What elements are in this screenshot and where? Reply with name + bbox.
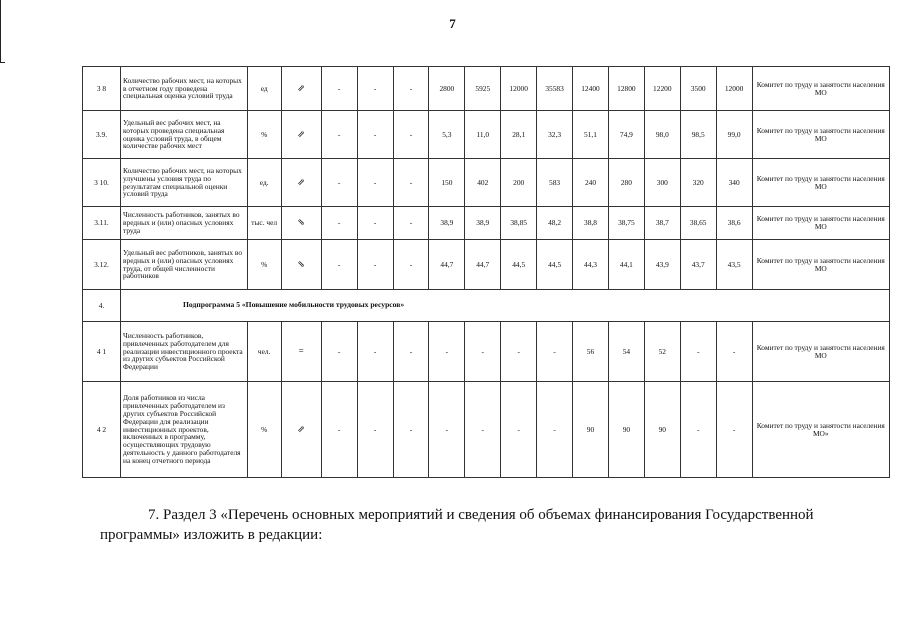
value-cell: 12800 <box>608 67 644 111</box>
value-cell: 44,1 <box>608 240 644 290</box>
value-cell: 99,0 <box>716 111 752 159</box>
unit-cell: ед. <box>247 159 281 207</box>
value-cell: 90 <box>573 382 609 478</box>
value-cell: 98,5 <box>680 111 716 159</box>
value-cell: 200 <box>501 159 537 207</box>
value-cell: - <box>321 111 357 159</box>
responsible-cell: Комитет по труду и занятости населения МО» <box>752 382 889 478</box>
indicator-name: Численность работников, занятых во вредных и (или) опасных условиях труда <box>121 207 248 240</box>
row-number: 3.11. <box>83 207 121 240</box>
row-number: 4 1 <box>83 322 121 382</box>
unit-cell: % <box>247 111 281 159</box>
table-row <box>83 207 890 240</box>
table-row <box>83 240 890 290</box>
row-number: 3 8 <box>83 67 121 111</box>
value-cell: - <box>716 322 752 382</box>
table-row <box>83 322 890 382</box>
subprogram-row <box>83 290 890 322</box>
value-cell: 5,3 <box>429 111 465 159</box>
value-cell: - <box>393 207 429 240</box>
value-cell: 43,7 <box>680 240 716 290</box>
trend-icon: ⇘ <box>281 240 321 290</box>
value-cell: 402 <box>465 159 501 207</box>
value-cell: - <box>680 322 716 382</box>
value-cell: 74,9 <box>608 111 644 159</box>
table-row <box>83 159 890 207</box>
trend-icon: ⇗ <box>281 67 321 111</box>
value-cell: 38,8 <box>573 207 609 240</box>
value-cell: - <box>465 322 501 382</box>
value-cell: - <box>357 322 393 382</box>
value-cell: 35583 <box>537 67 573 111</box>
value-cell: - <box>429 382 465 478</box>
paragraph-line-1: 7. Раздел 3 «Перечень основных мероприятий и сведения об объемах финансирования Государственной <box>148 507 814 523</box>
table-row <box>83 382 890 478</box>
unit-cell: чел. <box>247 322 281 382</box>
value-cell: - <box>393 322 429 382</box>
value-cell: 56 <box>573 322 609 382</box>
value-cell: 43,5 <box>716 240 752 290</box>
value-cell: - <box>357 67 393 111</box>
value-cell: 44,5 <box>537 240 573 290</box>
unit-cell: % <box>247 240 281 290</box>
value-cell: - <box>393 111 429 159</box>
value-cell: - <box>429 322 465 382</box>
value-cell: - <box>680 382 716 478</box>
value-cell: 44,5 <box>501 240 537 290</box>
value-cell: - <box>393 159 429 207</box>
value-cell: 38,7 <box>644 207 680 240</box>
value-cell: - <box>321 159 357 207</box>
value-cell: - <box>537 322 573 382</box>
value-cell: 38,75 <box>608 207 644 240</box>
trend-icon: = <box>281 322 321 382</box>
section-paragraph <box>100 505 820 545</box>
value-cell: - <box>321 67 357 111</box>
value-cell: - <box>321 240 357 290</box>
value-cell: 38,6 <box>716 207 752 240</box>
table-row <box>83 111 890 159</box>
value-cell: 12400 <box>573 67 609 111</box>
value-cell: - <box>501 382 537 478</box>
value-cell: 12200 <box>644 67 680 111</box>
value-cell: 2800 <box>429 67 465 111</box>
value-cell: 12000 <box>716 67 752 111</box>
value-cell: - <box>357 240 393 290</box>
value-cell: - <box>321 382 357 478</box>
value-cell: 150 <box>429 159 465 207</box>
value-cell: - <box>357 382 393 478</box>
value-cell: - <box>321 322 357 382</box>
value-cell: - <box>716 382 752 478</box>
row-number: 4 2 <box>83 382 121 478</box>
value-cell: 32,3 <box>537 111 573 159</box>
indicator-name: Доля работников из числа привлеченных работодателем из других субъектов Российской Федерации для реализации инвестиционных проектов, включенных в программу, осуществляющих трудовую деятельность у данного работодателя на конец отчетного периода <box>121 382 248 478</box>
value-cell: 90 <box>644 382 680 478</box>
value-cell: 11,0 <box>465 111 501 159</box>
row-number: 3.12. <box>83 240 121 290</box>
indicator-name: Удельный вес рабочих мест, на которых проведена специальная оценка условий труда, в общем количестве рабочих мест <box>121 111 248 159</box>
subprogram-number: 4. <box>83 290 121 322</box>
value-cell: - <box>537 382 573 478</box>
indicator-name: Удельный вес работников, занятых во вредных и (или) опасных условиях труда, от общей численности работников <box>121 240 248 290</box>
value-cell: 28,1 <box>501 111 537 159</box>
page-number: 7 <box>449 16 456 31</box>
row-number: 3.9. <box>83 111 121 159</box>
value-cell: 90 <box>608 382 644 478</box>
value-cell: 38,9 <box>429 207 465 240</box>
unit-cell: ед <box>247 67 281 111</box>
paragraph-line-2: программы» изложить в редакции: <box>100 527 323 543</box>
value-cell: 48,2 <box>537 207 573 240</box>
trend-icon: ⇗ <box>281 111 321 159</box>
value-cell: 320 <box>680 159 716 207</box>
indicator-name: Численность работников, привлеченных работодателем для реализации инвестиционного проекта из других субъектов Российской Федерации <box>121 322 248 382</box>
value-cell: - <box>321 207 357 240</box>
value-cell: 44,3 <box>573 240 609 290</box>
value-cell: - <box>465 382 501 478</box>
value-cell: 54 <box>608 322 644 382</box>
responsible-cell: Комитет по труду и занятости населения МО <box>752 240 889 290</box>
value-cell: 43,9 <box>644 240 680 290</box>
responsible-cell: Комитет по труду и занятости населения МО <box>752 111 889 159</box>
responsible-cell: Комитет по труду и занятости населения МО <box>752 67 889 111</box>
unit-cell: тыс. чел <box>247 207 281 240</box>
value-cell: 38,9 <box>465 207 501 240</box>
value-cell: 3500 <box>680 67 716 111</box>
indicators-table <box>82 66 890 478</box>
trend-icon: ⇗ <box>281 159 321 207</box>
value-cell: - <box>393 382 429 478</box>
row-number: 3 10. <box>83 159 121 207</box>
trend-icon: ⇗ <box>281 382 321 478</box>
value-cell: 583 <box>537 159 573 207</box>
value-cell: 51,1 <box>573 111 609 159</box>
value-cell: 52 <box>644 322 680 382</box>
trend-icon: ⇘ <box>281 207 321 240</box>
subprogram-title: Подпрограмма 5 «Повышение мобильности трудовых ресурсов» <box>121 290 890 322</box>
value-cell: 44,7 <box>465 240 501 290</box>
value-cell: - <box>393 240 429 290</box>
value-cell: - <box>357 111 393 159</box>
value-cell: 340 <box>716 159 752 207</box>
value-cell: 12000 <box>501 67 537 111</box>
unit-cell: % <box>247 382 281 478</box>
value-cell: - <box>501 322 537 382</box>
responsible-cell: Комитет по труду и занятости населения МО <box>752 322 889 382</box>
indicator-name: Количество рабочих мест, на которых в отчетном году проведена специальная оценка условий труда <box>121 67 248 111</box>
value-cell: 5925 <box>465 67 501 111</box>
value-cell: - <box>393 67 429 111</box>
value-cell: - <box>357 159 393 207</box>
responsible-cell: Комитет по труду и занятости населения МО <box>752 207 889 240</box>
value-cell: 300 <box>644 159 680 207</box>
responsible-cell: Комитет по труду и занятости населения МО <box>752 159 889 207</box>
value-cell: - <box>357 207 393 240</box>
table-row <box>83 67 890 111</box>
value-cell: 38,65 <box>680 207 716 240</box>
value-cell: 240 <box>573 159 609 207</box>
value-cell: 38,85 <box>501 207 537 240</box>
value-cell: 280 <box>608 159 644 207</box>
value-cell: 98,0 <box>644 111 680 159</box>
value-cell: 44,7 <box>429 240 465 290</box>
indicator-name: Количество рабочих мест, на которых улучшены условия труда по результатам специальной оценки условий труда <box>121 159 248 207</box>
